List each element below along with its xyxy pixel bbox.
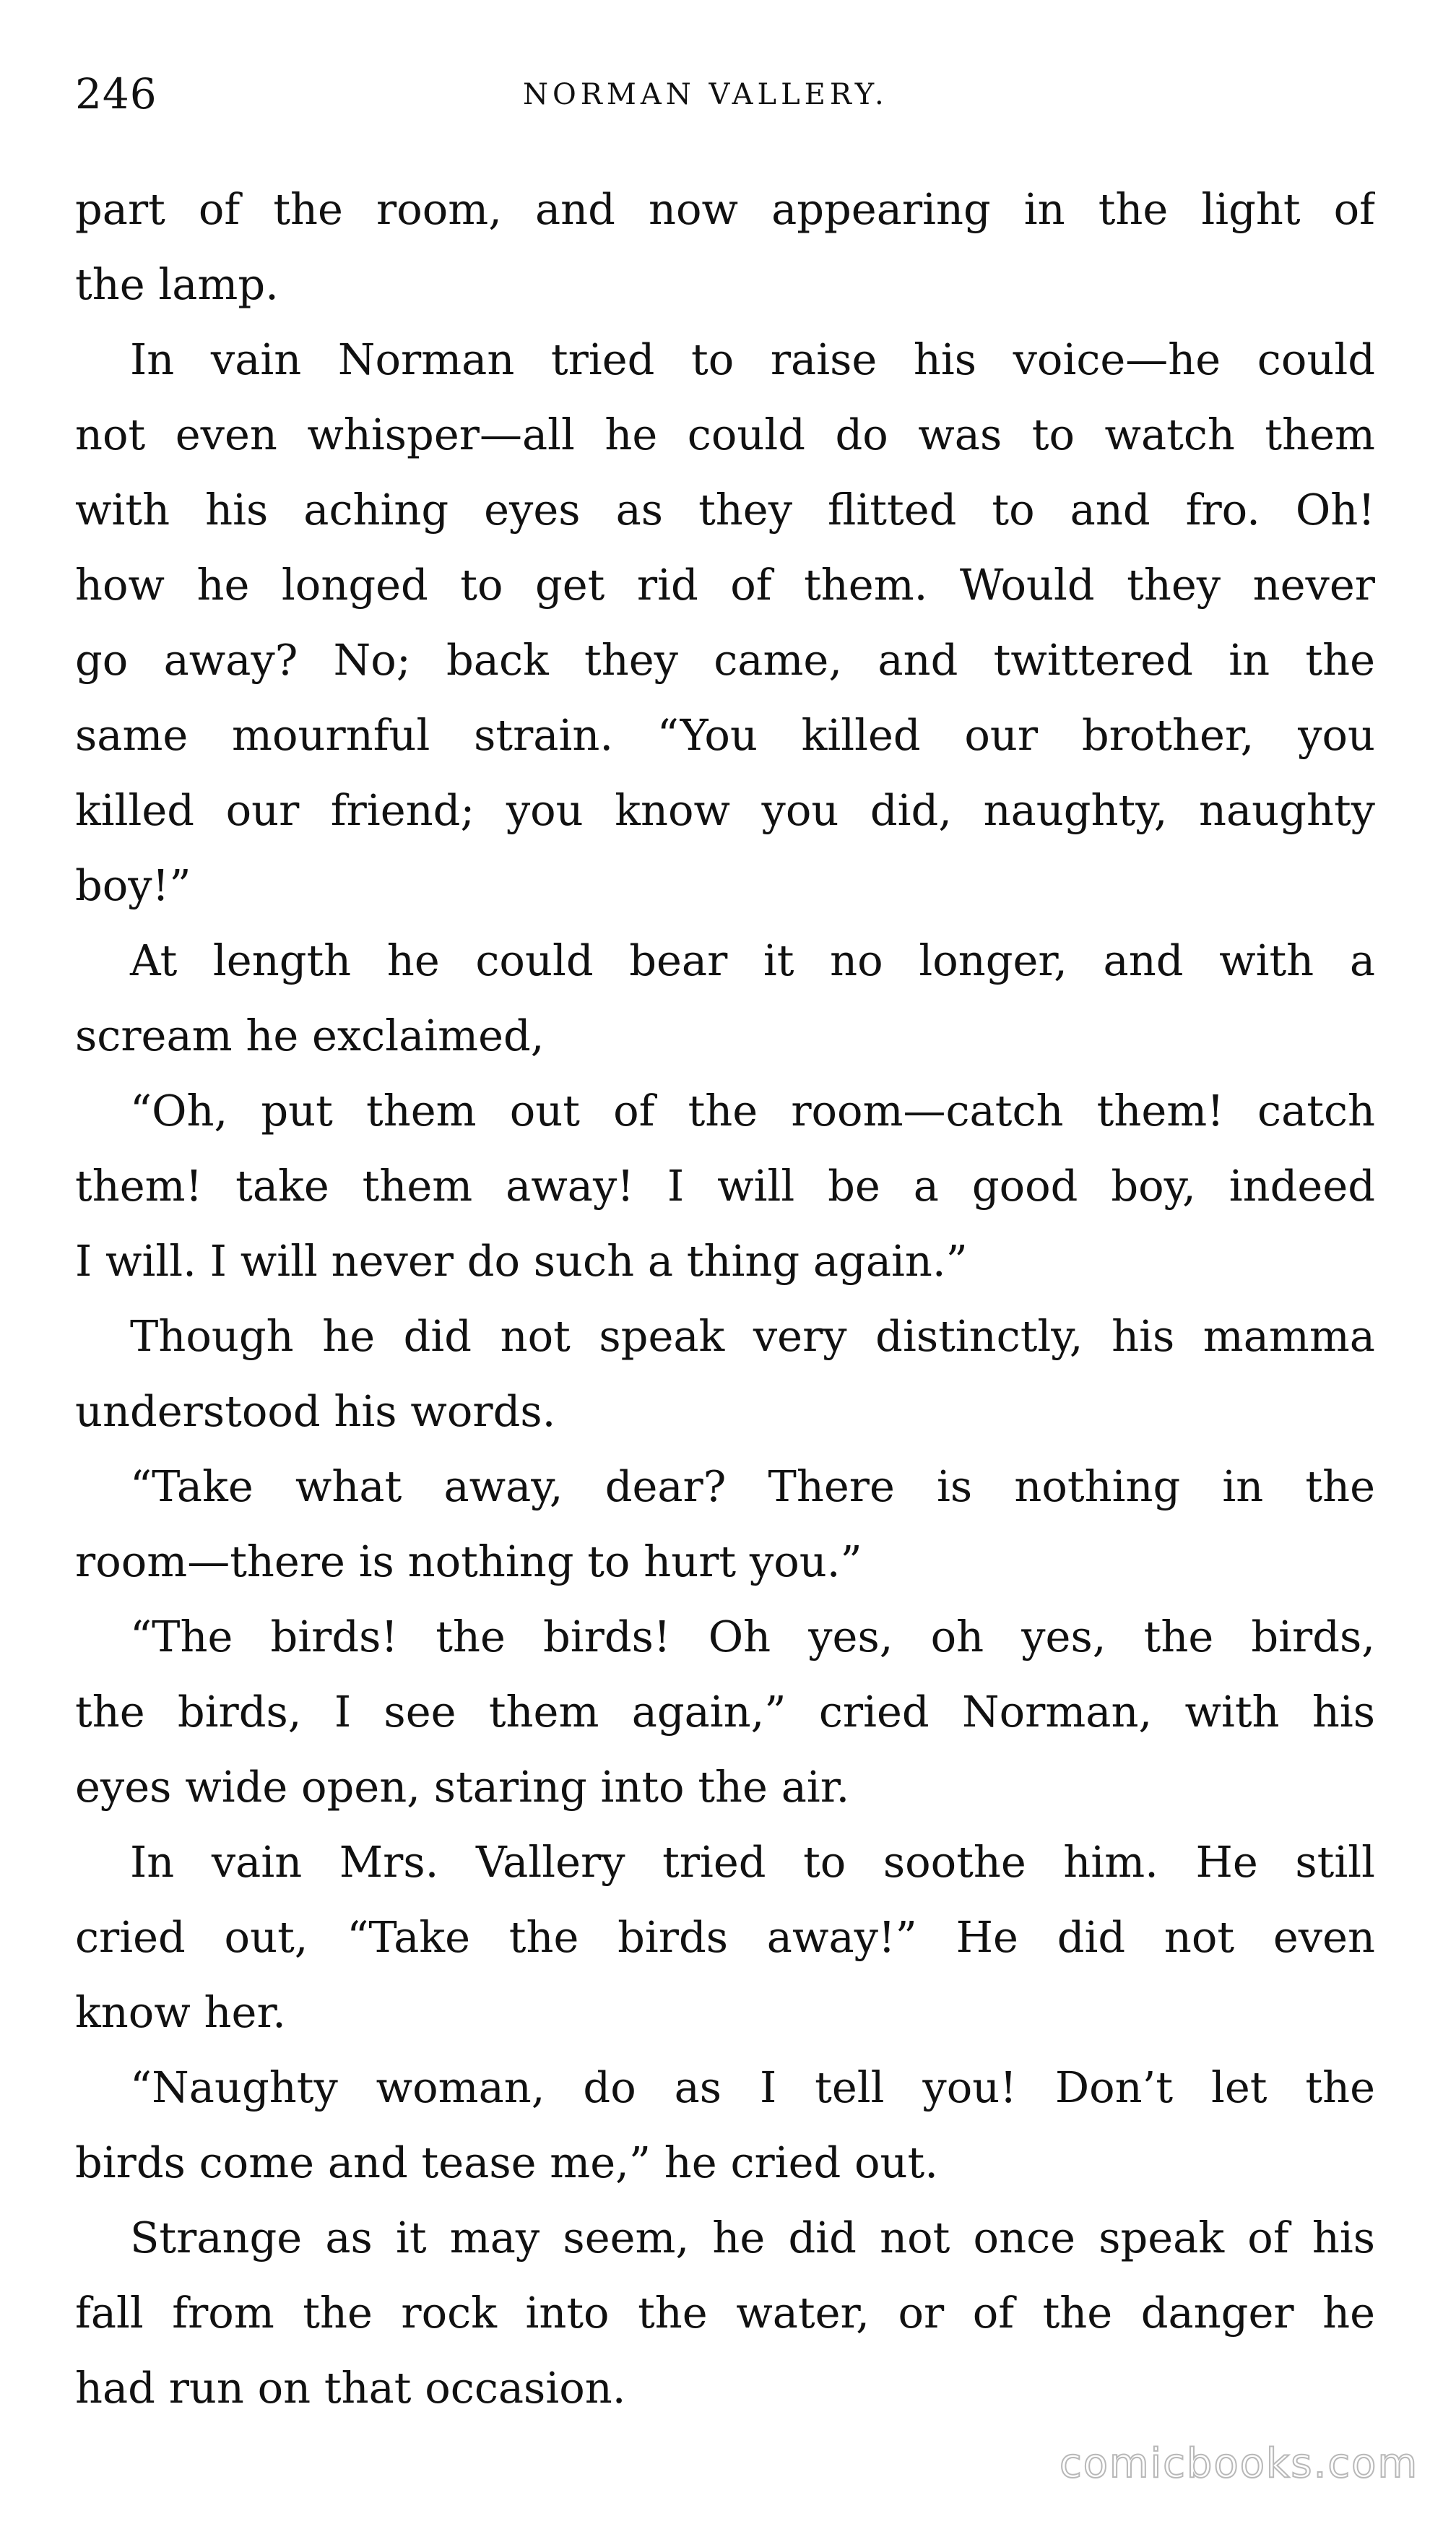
text-line: understood his words. — [75, 1386, 556, 1436]
text-line: killed our friend; you know you did, naughty, naughty — [75, 785, 1375, 835]
text-line: birds come and tease me,” he cried out. — [75, 2138, 939, 2187]
text-line: At length he could bear it no longer, and with a — [130, 935, 1375, 985]
text-line: how he longed to get rid of them. Would they never — [75, 560, 1375, 610]
text-line: them! take them away! I will be a good boy, indeed — [75, 1161, 1375, 1211]
text-line: I will. I will never do such a thing again.” — [75, 1236, 968, 1286]
text-line: “Take what away, dear? There is nothing in the — [130, 1461, 1375, 1511]
text-line: Though he did not speak very distinctly, his mamma — [130, 1311, 1375, 1361]
text-line: fall from the rock into the water, or of the danger he — [75, 2288, 1375, 2338]
text-line: not even whisper—all he could do was to watch them — [75, 410, 1375, 459]
page-header — [75, 69, 1375, 127]
text-line: In vain Mrs. Vallery tried to soothe him. He still — [130, 1837, 1375, 1887]
text-line: eyes wide open, staring into the air. — [75, 1762, 850, 1812]
text-line: “Naughty woman, do as I tell you! Don’t let the — [130, 2062, 1375, 2112]
text-line: go away? No; back they came, and twittered in the — [75, 635, 1375, 685]
text-line: Strange as it may seem, he did not once speak of his — [130, 2213, 1375, 2262]
watermark-logo: comicbooks.com — [1059, 2440, 1418, 2487]
text-line: In vain Norman tried to raise his voice—he could — [130, 334, 1375, 384]
text-line: room—there is nothing to hurt you.” — [75, 1537, 862, 1586]
body-text — [75, 172, 1375, 2426]
text-line: same mournful strain. “You killed our brother, you — [75, 710, 1375, 760]
text-line: part of the room, and now appearing in the light of — [75, 184, 1375, 234]
text-line: scream he exclaimed, — [75, 1011, 545, 1060]
text-line: the birds, I see them again,” cried Norman, with his — [75, 1687, 1375, 1737]
text-line: with his aching eyes as they flitted to and fro. Oh! — [75, 485, 1375, 535]
text-line: know her. — [75, 1987, 286, 2037]
text-line: the lamp. — [75, 259, 279, 309]
page-number: 246 — [75, 69, 157, 118]
text-line: boy!” — [75, 860, 191, 910]
text-line: cried out, “Take the birds away!” He did not even — [75, 1912, 1375, 1962]
running-title: NORMAN VALLERY. — [523, 78, 888, 111]
text-line: had run on that occasion. — [75, 2363, 626, 2413]
text-line: “Oh, put them out of the room—catch them! catch — [130, 1086, 1375, 1136]
text-line: “The birds! the birds! Oh yes, oh yes, the birds, — [130, 1612, 1375, 1661]
